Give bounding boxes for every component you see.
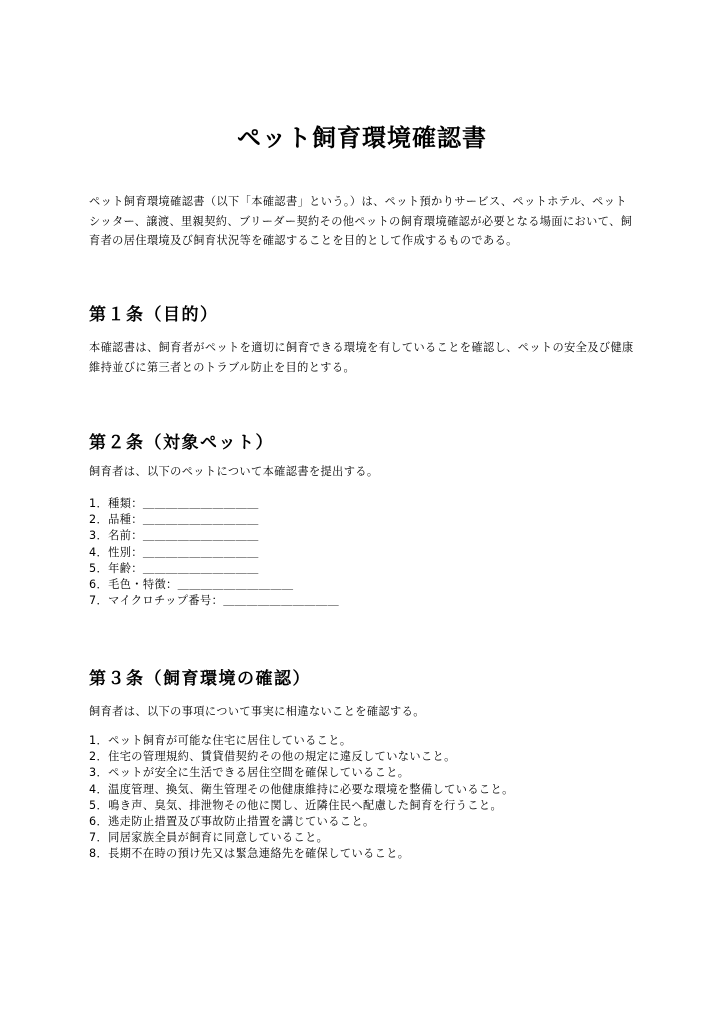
check-item: 7．同居家族全員が飼育に同意していること。 bbox=[89, 831, 329, 845]
document-title: ペット飼育環境確認書 bbox=[237, 124, 487, 152]
article-1-text: 本確認書は、飼育者がペットを適切に飼育できる環境を有していることを確認し、ペットの安全及び健康維持並びに第三者とのトラブル防止を目的とする。 bbox=[89, 341, 634, 374]
intro-paragraph: ペット飼育環境確認書（以下「本確認書」という。）は、ペット預かりサービス、ペットホテル、ペットシッター、譲渡、里親契約、ブリーダー契約その他ペットの飼育環境確認が必要となる場面において、飼育者の居住環境及び飼育状況等を確認することを目的として作成するものである。 bbox=[89, 195, 633, 247]
article-3-text: 飼育者は、以下の事項について事実に相違ないことを確認する。 bbox=[89, 705, 425, 718]
article-3-heading: 第３条（飼育環境の確認） bbox=[89, 669, 311, 689]
article-2-heading: 第２条（対象ペット） bbox=[89, 433, 274, 453]
check-item: 2．住宅の管理規約、賃貸借契約その他の規定に違反していないこと。 bbox=[89, 750, 456, 764]
check-item: 4．温度管理、換気、衛生管理その他健康維持に必要な環境を整備していること。 bbox=[89, 782, 514, 796]
check-item: 3．ペットが安全に生活できる居住空間を確保していること。 bbox=[89, 766, 410, 780]
environment-check-list bbox=[89, 733, 514, 863]
pet-info-list bbox=[89, 496, 339, 609]
pet-field-coat: 6．毛色・特徴：＿＿＿＿＿＿＿＿＿＿ bbox=[89, 578, 294, 592]
pet-field-type: 1．種類：＿＿＿＿＿＿＿＿＿＿ bbox=[89, 497, 259, 510]
check-item: 1．ペット飼育が可能な住宅に居住していること。 bbox=[89, 734, 352, 747]
pet-field-age: 5．年齢：＿＿＿＿＿＿＿＿＿＿ bbox=[89, 561, 259, 575]
pet-field-sex: 4．性別：＿＿＿＿＿＿＿＿＿＿ bbox=[89, 545, 259, 559]
article-1-heading: 第１条（目的） bbox=[89, 305, 219, 325]
check-item: 8．長期不在時の預け先又は緊急連絡先を確保していること。 bbox=[89, 847, 410, 861]
article-2-text: 飼育者は、以下のペットについて本確認書を提出する。 bbox=[89, 465, 379, 478]
check-item: 6．逃走防止措置及び事故防止措置を講じていること。 bbox=[89, 815, 375, 829]
pet-field-breed: 2．品種：＿＿＿＿＿＿＿＿＿＿ bbox=[89, 513, 259, 527]
pet-field-name: 3．名前：＿＿＿＿＿＿＿＿＿＿ bbox=[89, 529, 259, 543]
pet-field-microchip: 7．マイクロチップ番号：＿＿＿＿＿＿＿＿＿＿ bbox=[89, 594, 340, 608]
check-item: 5．鳴き声、臭気、排泄物その他に関し、近隣住民へ配慮した飼育を行うこと。 bbox=[89, 798, 503, 812]
